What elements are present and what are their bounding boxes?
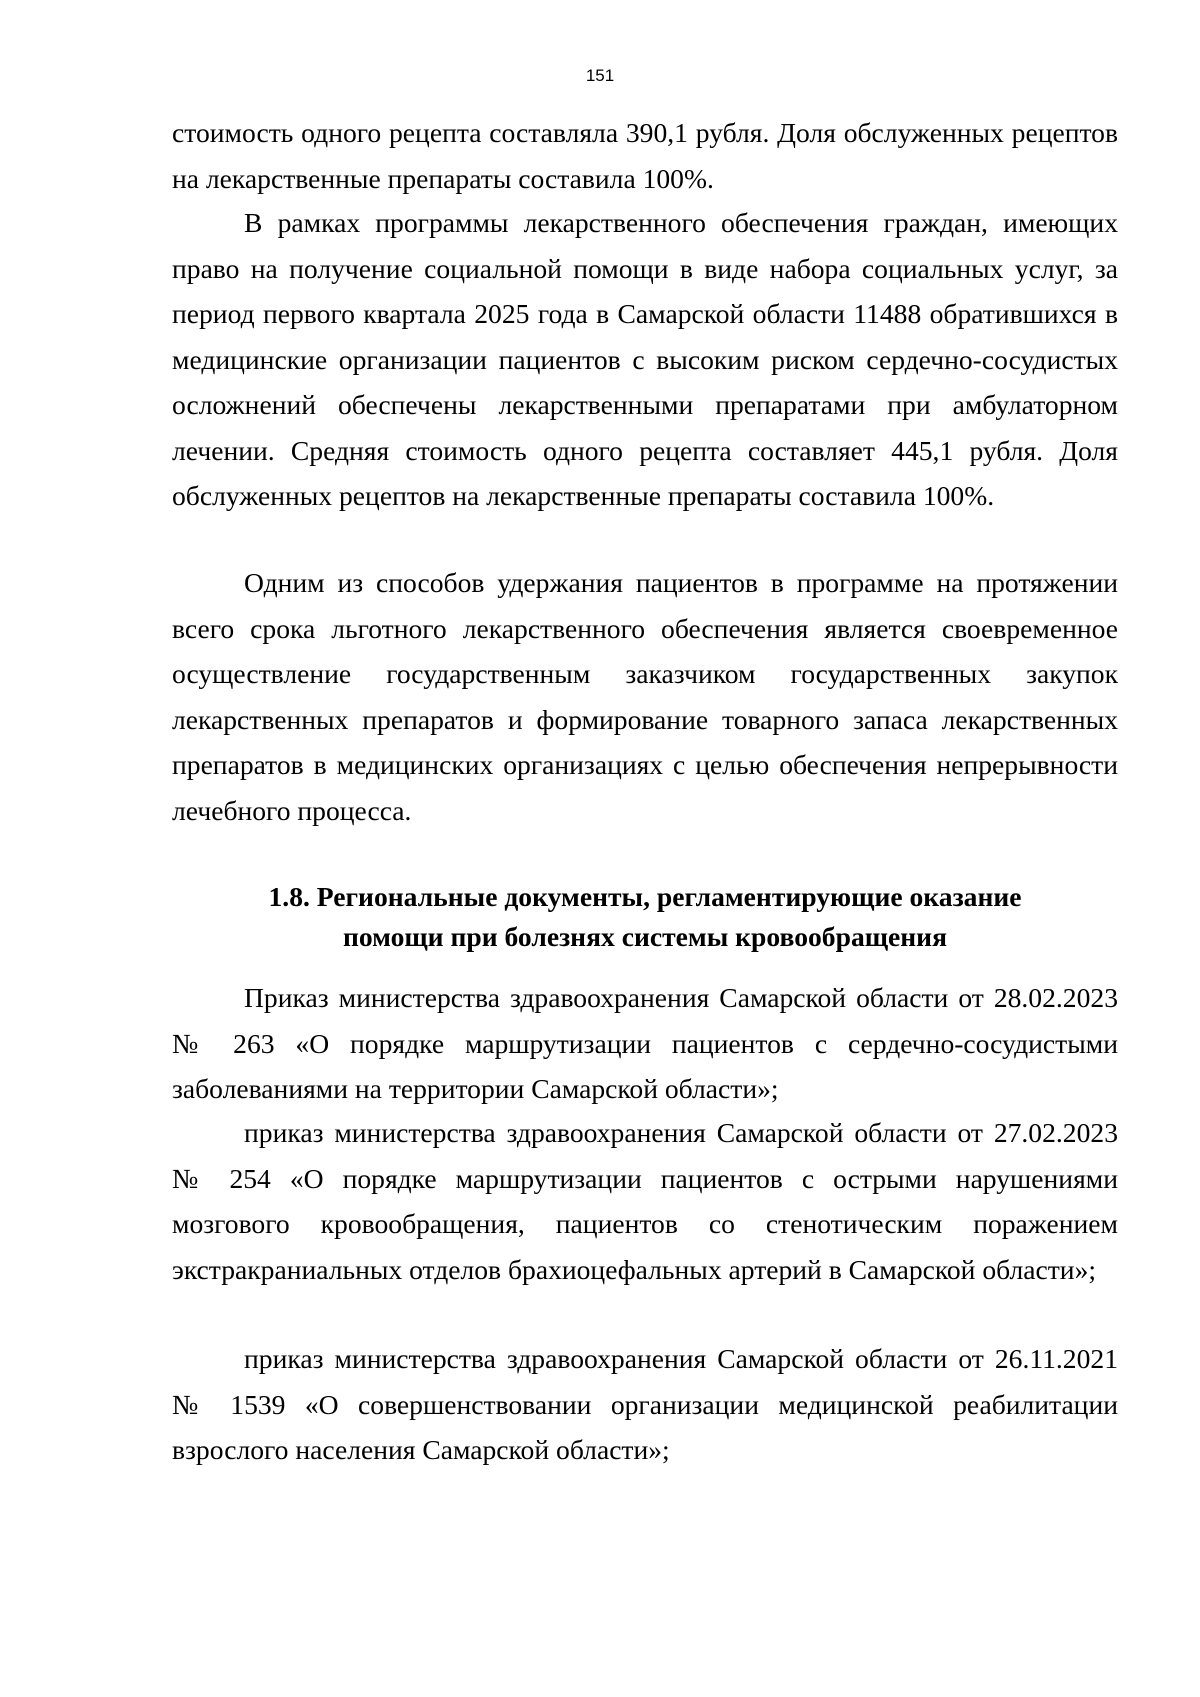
section-heading-line-1: 1.8. Региональные документы, регламентирующие оказание bbox=[268, 881, 1022, 912]
paragraph-drug-provision: В рамках программы лекарственного обеспечения граждан, имеющих право на получение социальной помощи в виде набора социальных услуг, за период первого квартала 2025 года в Самарской области 11488 обратившихся в медицинские организации пациентов с высоким риском сердечно-сосудистых осложнений обеспечены лекарственными препаратами при амбулаторном лечении. Средняя стоимость одного рецепта составляет 445,1 рубля. Доля обслуженных рецептов на лекарственные препараты составила 100%. bbox=[172, 207, 1118, 511]
page-number: 151 bbox=[585, 66, 615, 85]
paragraph-continuation: стоимость одного рецепта составляла 390,1 рубля. Доля обслуженных рецептов на лекарственные препараты составила 100%. bbox=[172, 117, 1118, 194]
document-item-order-1539: приказ министерства здравоохранения Самарской области от 26.11.2021 № 1539 «О совершенствовании организации медицинской реабилитации взрослого населения Самарской области»; bbox=[172, 1343, 1118, 1465]
section-heading bbox=[172, 877, 1118, 957]
paragraph-patient-retention: Одним из способов удержания пациентов в программе на протяжении всего срока льготного лекарственного обеспечения является своевременное осуществление государственным заказчиком государственных закупок лекарственных препаратов и формирование товарного запаса лекарственных препаратов в медицинских организациях с целью обеспечения непрерывности лечебного процесса. bbox=[172, 567, 1118, 826]
document-item-order-254: приказ министерства здравоохранения Самарской области от 27.02.2023 № 254 «О порядке маршрутизации пациентов с острыми нарушениями мозгового кровообращения, пациентов со стенотическим поражением экстракраниальных отделов брахиоцефальных артерий в Самарской области»; bbox=[172, 1117, 1118, 1285]
document-item-order-263: Приказ министерства здравоохранения Самарской области от 28.02.2023 № 263 «О порядке маршрутизации пациентов с сердечно-сосудистыми заболеваниями на территории Самарской области»; bbox=[172, 982, 1118, 1104]
section-heading-line-2: помощи при болезнях системы кровообращения bbox=[342, 921, 948, 952]
